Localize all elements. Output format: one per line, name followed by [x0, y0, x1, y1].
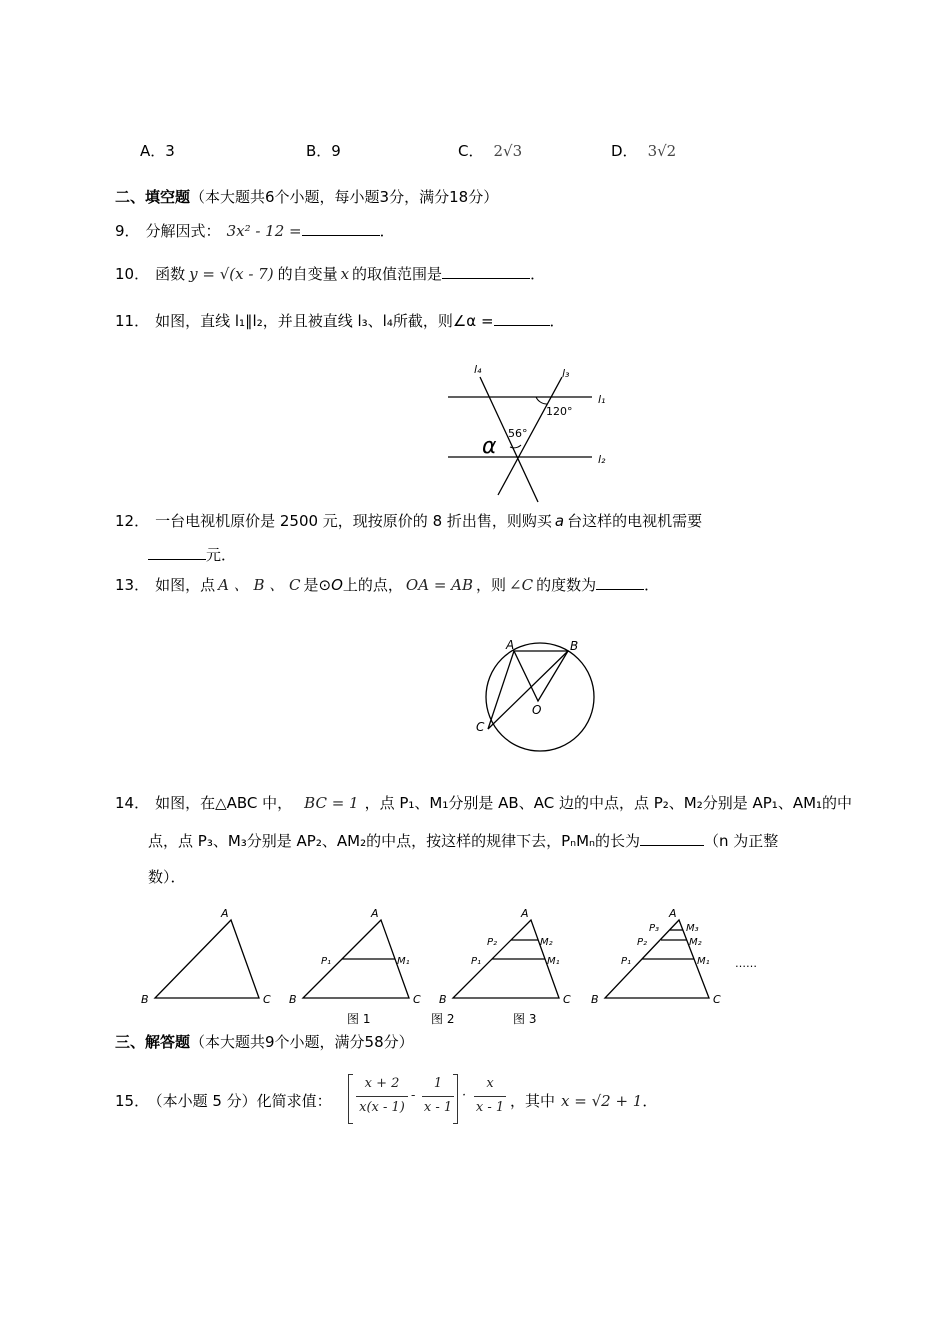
label-alpha: α: [482, 434, 497, 459]
label-m1: M₁: [547, 956, 560, 967]
question-14-line2: 点，点 P₃、M₃分别是 AP₂、AM₂的中点，按这样的规律下去，PₙMₙ的长为 （n 为正整: [148, 832, 779, 850]
bracket-expression: [348, 1074, 458, 1124]
question-9: 9． 分解因式： 3x² - 12 = ．: [115, 222, 395, 240]
label-c: C: [476, 720, 485, 734]
label-a: A: [371, 907, 379, 920]
label-56: 56°: [508, 427, 528, 440]
frac1-denominator: x(x - 1): [359, 1100, 405, 1115]
label-c: C: [263, 993, 271, 1006]
label-l3: l₃: [562, 367, 570, 380]
figure-14: [135, 902, 775, 1030]
chord-bc: [488, 651, 568, 729]
question-12-line2: 元．: [148, 544, 236, 565]
label-p1: P₁: [321, 956, 332, 967]
label-120: 120°: [546, 405, 573, 418]
frac1-bar: [356, 1096, 408, 1097]
label-m2: M₂: [540, 937, 553, 948]
label-b: B: [570, 639, 579, 653]
label-p3: P₃: [649, 923, 660, 934]
label-c: C: [713, 993, 721, 1006]
label-m2: M₂: [689, 937, 702, 948]
question-12: 12． 一台电视机原价是 2500 元，现按原价的 8 折出售，则购买 a 台这样的电视机需要: [115, 512, 703, 530]
question-14-line1: 14． 如图，在△ABC 中， BC = 1 ，点 P₁、M₁分别是 AB、AC 边的中点，点 P₂、M₂分别是 AP₁、AM₁的中: [115, 794, 853, 812]
ellipsis: ……: [735, 957, 757, 970]
label-l4: l₄: [474, 363, 482, 376]
option-c: C． 2√3: [458, 142, 523, 160]
caption-fig2: 图 2: [431, 1012, 455, 1026]
answer-blank[interactable]: [596, 575, 644, 590]
answer-blank[interactable]: [640, 831, 704, 846]
label-p2: P₂: [487, 937, 498, 948]
question-14-line3: 数）．: [148, 868, 186, 886]
label-a: A: [506, 638, 515, 652]
option-a: A．3: [140, 142, 175, 160]
angle-arc-120: [536, 397, 547, 404]
section2-heading: 二、填空题（本大题共6个小题，每小题3分，满分18分）: [115, 188, 499, 206]
label-a: A: [521, 907, 529, 920]
question-13: 13． 如图，点 A 、 B 、 C 是⊙O上的点， OA = AB ，则 ∠C 的度数为 ．: [115, 576, 660, 594]
label-p1: P₁: [621, 956, 632, 967]
question-15: 15． （本小题 5 分）化简求值：: [115, 1092, 332, 1110]
label-b: B: [289, 993, 297, 1006]
label-b: B: [439, 993, 447, 1006]
label-o: O: [532, 703, 542, 717]
frac3-numerator: x: [486, 1076, 494, 1091]
question-11: 11． 如图，直线 l₁∥l₂，并且被直线 l₃、l₄所截，则∠α = ．: [115, 312, 565, 330]
figure-13: [470, 635, 610, 760]
label-a: A: [669, 907, 677, 920]
frac1-numerator: x + 2: [364, 1076, 400, 1091]
option-b: B．9: [306, 142, 341, 160]
frac3: [472, 1074, 508, 1124]
question-10: 10． 函数 y = √(x - 7) 的自变量 x 的取值范围是 ．: [115, 265, 546, 283]
question-15-condition: ，其中 x = √2 + 1．: [510, 1092, 658, 1110]
chord-ac: [488, 651, 514, 729]
label-l1: l₁: [598, 393, 606, 406]
option-d: D． 3√2: [611, 142, 677, 160]
frac3-bar: [474, 1096, 506, 1097]
label-p2: P₂: [637, 937, 648, 948]
label-c: C: [413, 993, 421, 1006]
label-b: B: [591, 993, 599, 1006]
frac2-numerator: 1: [433, 1076, 443, 1091]
caption-fig1: 图 1: [347, 1012, 371, 1026]
triangle-abc: [155, 920, 259, 998]
answer-blank[interactable]: [302, 221, 380, 236]
minus-sign: -: [411, 1088, 416, 1103]
frac2-denominator: x - 1: [423, 1100, 453, 1115]
label-m3: M₃: [686, 923, 699, 934]
label-c: C: [563, 993, 571, 1006]
label-l2: l₂: [598, 453, 606, 466]
answer-blank[interactable]: [494, 311, 550, 326]
left-bracket: [348, 1074, 353, 1124]
answer-blank[interactable]: [148, 545, 206, 560]
frac2-bar: [422, 1096, 454, 1097]
label-b: B: [141, 993, 149, 1006]
label-m1: M₁: [697, 956, 710, 967]
section3-heading: 三、解答题（本大题共9个小题，满分58分）: [115, 1033, 414, 1051]
label-p1: P₁: [471, 956, 482, 967]
figure-11: [440, 355, 620, 505]
answer-blank[interactable]: [442, 264, 530, 279]
caption-fig3: 图 3: [513, 1012, 537, 1026]
dot-operator: ·: [462, 1088, 467, 1103]
label-m1: M₁: [397, 956, 410, 967]
label-a: A: [221, 907, 229, 920]
frac3-denominator: x - 1: [475, 1100, 505, 1115]
